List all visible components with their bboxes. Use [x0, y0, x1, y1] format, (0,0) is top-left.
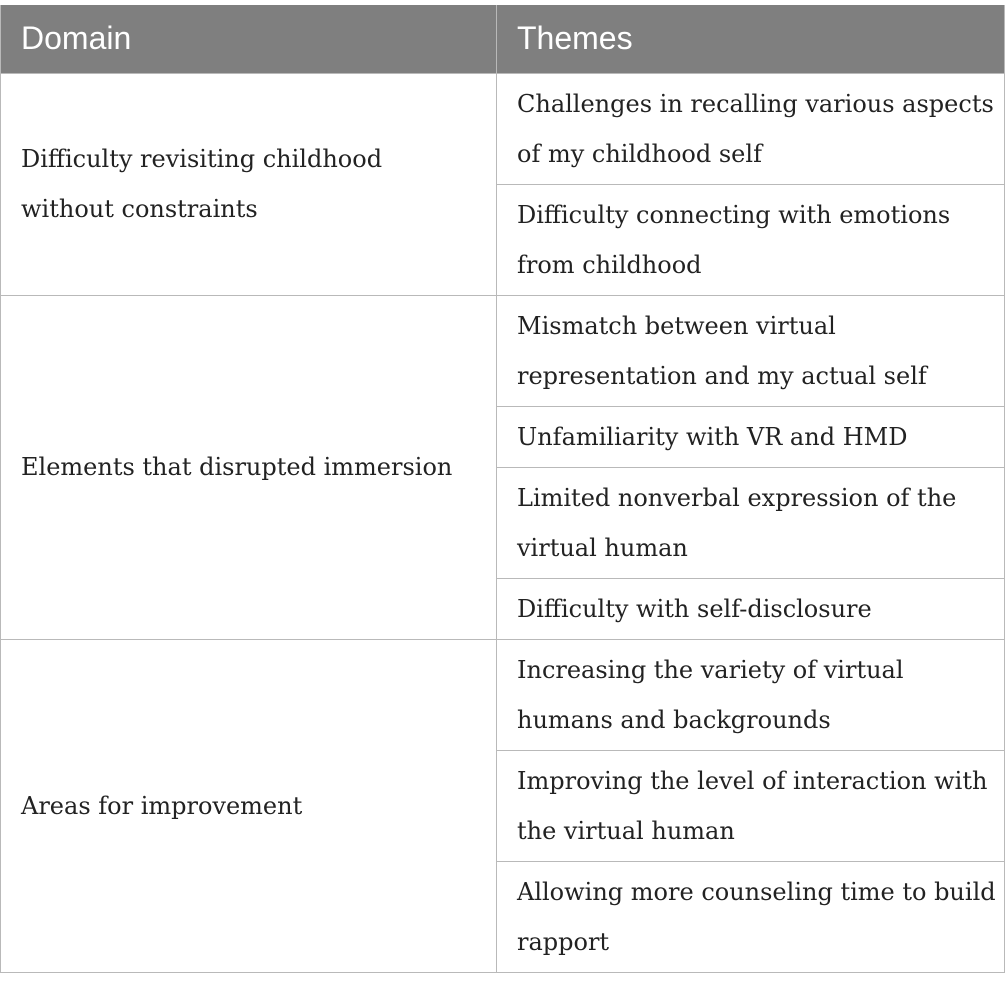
theme-cell: Difficulty connecting with emotions from childhood [497, 184, 1005, 295]
domain-cell: Areas for improvement [1, 639, 497, 972]
header-row [1, 5, 1005, 73]
domain-column-header: Domain [1, 5, 497, 73]
themes-column-header: Themes [497, 5, 1005, 73]
table-row [1, 73, 1005, 184]
theme-cell: Challenges in recalling various aspects of my childhood self [497, 73, 1005, 184]
theme-cell: Difficulty with self-disclosure [497, 578, 1005, 639]
table-header [1, 5, 1005, 73]
themes-table [0, 5, 1005, 973]
theme-cell: Improving the level of interaction with the virtual human [497, 750, 1005, 861]
domain-cell: Elements that disrupted immersion [1, 295, 497, 639]
domain-cell: Difficulty revisiting childhood without constraints [1, 73, 497, 295]
theme-cell: Allowing more counseling time to build rapport [497, 861, 1005, 972]
theme-cell: Limited nonverbal expression of the virtual human [497, 467, 1005, 578]
theme-cell: Mismatch between virtual representation and my actual self [497, 295, 1005, 406]
theme-cell: Increasing the variety of virtual humans and backgrounds [497, 639, 1005, 750]
table-body [1, 73, 1005, 972]
theme-cell: Unfamiliarity with VR and HMD [497, 406, 1005, 467]
table-row [1, 295, 1005, 406]
table-row [1, 639, 1005, 750]
